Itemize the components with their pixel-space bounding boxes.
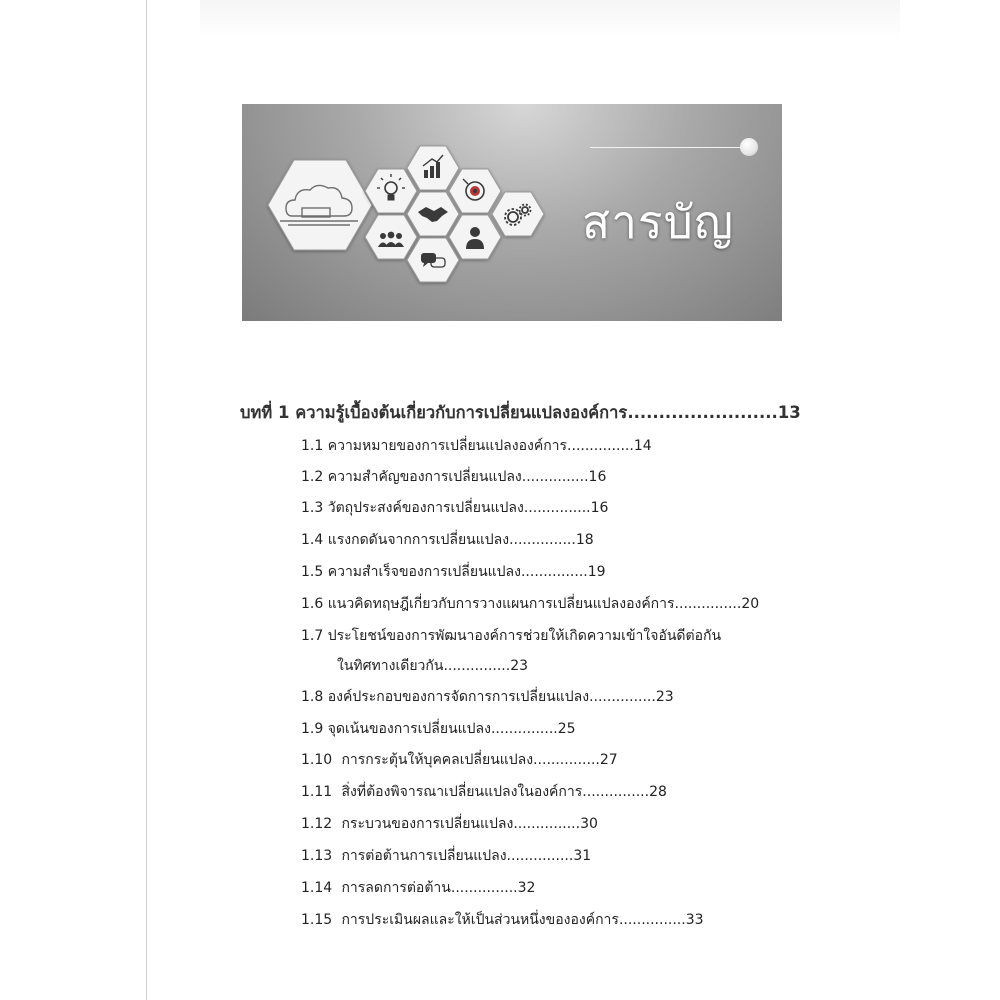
section-number: 1.12 — [301, 816, 333, 832]
section-leader: ............... — [490, 721, 558, 737]
section-leader: ............... — [533, 752, 600, 768]
section-number: 1.10 — [301, 752, 333, 768]
section-leader: ............... — [674, 596, 742, 612]
section-title: องค์ประกอบของการจัดการการเปลี่ยนแปลง — [327, 689, 590, 705]
toc-section-10[interactable] — [301, 749, 618, 771]
toc-section-6[interactable] — [301, 593, 759, 615]
section-page: 14 — [633, 438, 652, 454]
toc-section-12[interactable] — [301, 813, 598, 835]
section-leader: ............... — [523, 500, 591, 516]
section-title: สิ่งที่ต้องพิจารณาเปลี่ยนแปลงในองค์การ — [341, 784, 583, 800]
section-page: 28 — [649, 784, 667, 800]
banner-title: สารบัญ — [582, 195, 735, 249]
toc-section-2[interactable] — [301, 466, 606, 488]
toc-section-4[interactable] — [301, 529, 594, 551]
section-page: 25 — [557, 721, 576, 737]
section-number: 1.6 — [301, 596, 324, 612]
section-leader: ............... — [506, 848, 574, 864]
toc-chapter-1[interactable] — [240, 400, 801, 426]
section-page: 23 — [510, 658, 529, 674]
section-number: 1.2 — [301, 469, 324, 485]
toc-section-13[interactable] — [301, 845, 591, 867]
section-page: 19 — [587, 564, 606, 580]
section-page: 18 — [575, 532, 594, 548]
section-leader: ............... — [589, 689, 656, 705]
section-leader: ............... — [509, 532, 576, 548]
section-title-continuation: ในทิศทางเดียวกัน — [337, 658, 444, 674]
section-leader: ............... — [443, 658, 511, 674]
section-page: 30 — [580, 816, 598, 832]
section-page: 32 — [517, 880, 536, 896]
section-title: ความสำคัญของการเปลี่ยนแปลง — [327, 469, 522, 485]
section-title: การกระตุ้นให้บุคคลเปลี่ยนแปลง — [341, 752, 534, 768]
chapter-title: ความรู้เบื้องต้นเกี่ยวกับการเปลี่ยนแปลงองค์การ — [295, 403, 628, 422]
section-title: ความสำเร็จของการเปลี่ยนแปลง — [327, 564, 521, 580]
chapter-leader: ........................ — [627, 403, 778, 422]
section-leader: ............... — [582, 784, 650, 800]
section-title: ประโยชน์ของการพัฒนาองค์การช่วยให้เกิดความเข้าใจอันดีต่อกัน — [327, 628, 722, 644]
toc-section-7-continuation[interactable] — [337, 655, 528, 677]
section-number: 1.11 — [301, 784, 333, 800]
section-number: 1.7 — [301, 628, 324, 644]
section-leader: ............... — [513, 816, 581, 832]
section-page: 16 — [588, 469, 607, 485]
section-number: 1.13 — [301, 848, 333, 864]
section-page: 27 — [599, 752, 618, 768]
section-number: 1.5 — [301, 564, 324, 580]
section-page: 31 — [573, 848, 592, 864]
section-number: 1.8 — [301, 689, 324, 705]
toc-section-5[interactable] — [301, 561, 606, 583]
toc-section-1[interactable] — [301, 435, 652, 457]
section-title: แนวคิดทฤษฎีเกี่ยวกับการวางแผนการเปลี่ยนแปลงองค์การ — [327, 596, 675, 612]
toc-section-8[interactable] — [301, 686, 674, 708]
toc-section-3[interactable] — [301, 497, 608, 519]
toc-section-7[interactable] — [301, 625, 721, 647]
section-title: การประเมินผลและให้เป็นส่วนหนึ่งขององค์การ — [341, 912, 619, 928]
section-page: 33 — [685, 912, 704, 928]
toc-section-11[interactable] — [301, 781, 667, 803]
toc-section-14[interactable] — [301, 877, 535, 899]
section-leader: ............... — [521, 469, 589, 485]
chapter-label: บทที่ 1 — [240, 403, 290, 422]
section-title: ความหมายของการเปลี่ยนแปลงองค์การ — [327, 438, 568, 454]
section-title: วัตถุประสงค์ของการเปลี่ยนแปลง — [327, 500, 524, 516]
section-title: แรงกดดันจากการเปลี่ยนแปลง — [327, 532, 510, 548]
section-page: 16 — [590, 500, 609, 516]
section-number: 1.15 — [301, 912, 333, 928]
section-number: 1.4 — [301, 532, 324, 548]
section-number: 1.9 — [301, 721, 324, 737]
section-page: 23 — [655, 689, 674, 705]
section-title: จุดเน้นของการเปลี่ยนแปลง — [327, 721, 491, 737]
section-number: 1.3 — [301, 500, 324, 516]
toc-section-15[interactable] — [301, 909, 704, 931]
section-leader: ............... — [618, 912, 686, 928]
section-number: 1.14 — [301, 880, 333, 896]
section-leader: ............... — [520, 564, 588, 580]
section-number: 1.1 — [301, 438, 324, 454]
section-title: การลดการต่อต้าน — [341, 880, 451, 896]
section-leader: ............... — [450, 880, 518, 896]
section-page: 20 — [741, 596, 760, 612]
section-leader: ............... — [567, 438, 634, 454]
section-title: กระบวนของการเปลี่ยนแปลง — [341, 816, 514, 832]
toc-section-9[interactable] — [301, 718, 576, 740]
chapter-page: 13 — [777, 403, 801, 422]
section-title: การต่อต้านการเปลี่ยนแปลง — [341, 848, 507, 864]
